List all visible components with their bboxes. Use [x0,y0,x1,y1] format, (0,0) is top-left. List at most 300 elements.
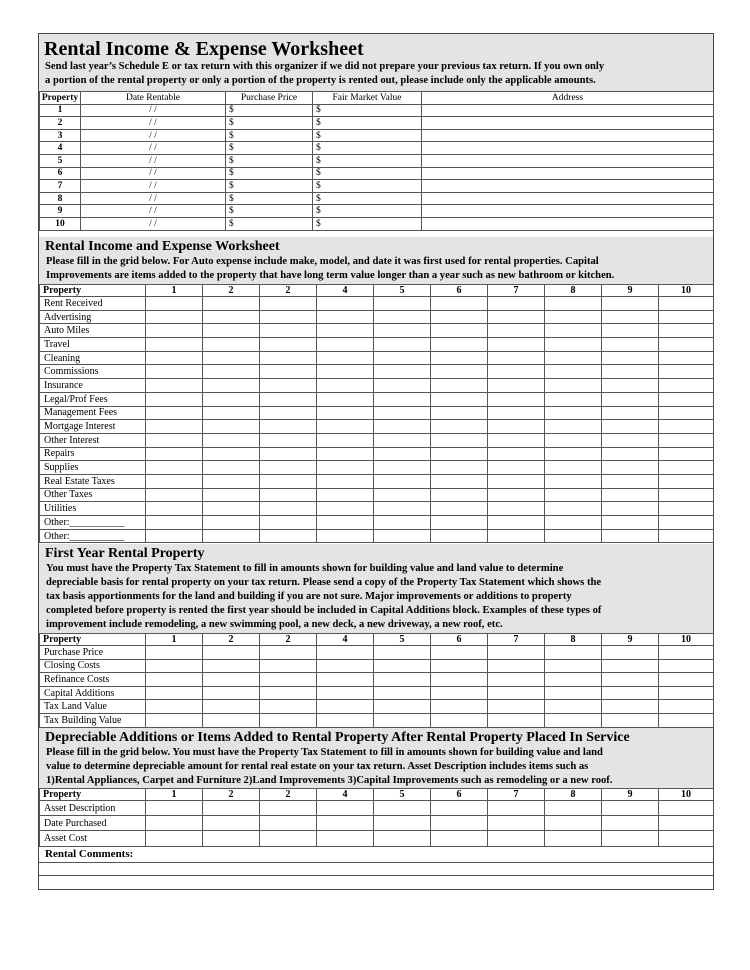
grid-cell[interactable] [374,379,431,393]
grid-cell[interactable] [545,659,602,673]
grid-cell[interactable] [602,529,659,543]
grid-cell[interactable] [146,324,203,338]
grid-cell[interactable] [659,516,714,530]
grid-cell[interactable] [545,700,602,714]
grid-cell[interactable] [545,673,602,687]
grid-cell[interactable] [431,713,488,727]
grid-cell[interactable] [602,365,659,379]
grid-cell[interactable] [146,420,203,434]
grid-cell[interactable] [203,713,260,727]
date-rentable-field[interactable]: / / [81,142,226,155]
purchase-price-field[interactable]: $ [226,180,313,193]
grid-cell[interactable] [659,392,714,406]
grid-cell[interactable] [488,310,545,324]
grid-cell[interactable] [545,392,602,406]
grid-cell[interactable] [431,801,488,816]
grid-cell[interactable] [602,673,659,687]
grid-cell[interactable] [146,392,203,406]
grid-cell[interactable] [260,801,317,816]
grid-cell[interactable] [203,816,260,831]
grid-cell[interactable] [602,433,659,447]
grid-cell[interactable] [317,659,374,673]
grid-cell[interactable] [431,297,488,311]
grid-cell[interactable] [317,816,374,831]
grid-cell[interactable] [431,831,488,846]
grid-cell[interactable] [374,351,431,365]
grid-cell[interactable] [659,324,714,338]
grid-cell[interactable] [659,502,714,516]
grid-cell[interactable] [545,365,602,379]
grid-cell[interactable] [488,365,545,379]
grid-cell[interactable] [545,831,602,846]
grid-cell[interactable] [431,659,488,673]
grid-cell[interactable] [203,831,260,846]
grid-cell[interactable] [374,646,431,660]
grid-cell[interactable] [146,502,203,516]
grid-cell[interactable] [317,392,374,406]
grid-cell[interactable] [317,673,374,687]
grid-cell[interactable] [260,392,317,406]
grid-cell[interactable] [659,529,714,543]
grid-cell[interactable] [659,365,714,379]
grid-cell[interactable] [374,338,431,352]
grid-cell[interactable] [545,433,602,447]
grid-cell[interactable] [659,659,714,673]
purchase-price-field[interactable]: $ [226,142,313,155]
grid-cell[interactable] [659,297,714,311]
grid-cell[interactable] [146,351,203,365]
grid-cell[interactable] [146,801,203,816]
grid-cell[interactable] [260,713,317,727]
grid-cell[interactable] [488,502,545,516]
grid-cell[interactable] [602,488,659,502]
grid-cell[interactable] [203,646,260,660]
address-field[interactable] [422,142,714,155]
grid-cell[interactable] [203,529,260,543]
grid-cell[interactable] [545,324,602,338]
grid-cell[interactable] [488,529,545,543]
grid-cell[interactable] [374,365,431,379]
grid-cell[interactable] [545,406,602,420]
grid-cell[interactable] [317,406,374,420]
grid-cell[interactable] [602,686,659,700]
grid-cell[interactable] [659,646,714,660]
grid-cell[interactable] [146,461,203,475]
grid-cell[interactable] [431,365,488,379]
address-field[interactable] [422,154,714,167]
grid-cell[interactable] [602,324,659,338]
grid-cell[interactable] [260,816,317,831]
grid-cell[interactable] [545,488,602,502]
grid-cell[interactable] [602,831,659,846]
grid-cell[interactable] [602,351,659,365]
grid-cell[interactable] [260,461,317,475]
grid-cell[interactable] [146,816,203,831]
grid-cell[interactable] [374,392,431,406]
grid-cell[interactable] [431,392,488,406]
address-field[interactable] [422,104,714,117]
grid-cell[interactable] [602,297,659,311]
grid-cell[interactable] [488,474,545,488]
grid-cell[interactable] [260,529,317,543]
address-field[interactable] [422,167,714,180]
grid-cell[interactable] [659,801,714,816]
grid-cell[interactable] [659,379,714,393]
grid-cell[interactable] [488,713,545,727]
purchase-price-field[interactable]: $ [226,129,313,142]
grid-cell[interactable] [146,433,203,447]
grid-cell[interactable] [317,646,374,660]
grid-cell[interactable] [374,659,431,673]
date-rentable-field[interactable]: / / [81,217,226,230]
grid-cell[interactable] [260,420,317,434]
grid-cell[interactable] [374,516,431,530]
grid-cell[interactable] [374,502,431,516]
grid-cell[interactable] [203,700,260,714]
grid-cell[interactable] [602,713,659,727]
date-rentable-field[interactable]: / / [81,154,226,167]
grid-cell[interactable] [374,686,431,700]
grid-cell[interactable] [203,488,260,502]
grid-cell[interactable] [602,700,659,714]
grid-cell[interactable] [374,816,431,831]
grid-cell[interactable] [602,816,659,831]
fair-market-value-field[interactable]: $ [313,154,422,167]
grid-cell[interactable] [659,406,714,420]
grid-cell[interactable] [602,801,659,816]
grid-cell[interactable] [545,646,602,660]
grid-cell[interactable] [317,516,374,530]
grid-cell[interactable] [203,461,260,475]
grid-cell[interactable] [431,379,488,393]
grid-cell[interactable] [374,324,431,338]
grid-cell[interactable] [203,297,260,311]
grid-cell[interactable] [545,516,602,530]
grid-cell[interactable] [488,447,545,461]
grid-cell[interactable] [260,700,317,714]
purchase-price-field[interactable]: $ [226,154,313,167]
grid-cell[interactable] [659,488,714,502]
grid-cell[interactable] [317,502,374,516]
grid-cell[interactable] [488,673,545,687]
grid-cell[interactable] [203,379,260,393]
grid-cell[interactable] [317,365,374,379]
fair-market-value-field[interactable]: $ [313,117,422,130]
grid-cell[interactable] [659,700,714,714]
grid-cell[interactable] [545,686,602,700]
grid-cell[interactable] [488,700,545,714]
comment-line[interactable] [39,862,713,863]
grid-cell[interactable] [545,310,602,324]
date-rentable-field[interactable]: / / [81,180,226,193]
grid-cell[interactable] [488,816,545,831]
grid-cell[interactable] [374,488,431,502]
grid-cell[interactable] [431,816,488,831]
grid-cell[interactable] [431,406,488,420]
grid-cell[interactable] [146,659,203,673]
grid-cell[interactable] [146,474,203,488]
address-field[interactable] [422,205,714,218]
grid-cell[interactable] [317,831,374,846]
fair-market-value-field[interactable]: $ [313,217,422,230]
fair-market-value-field[interactable]: $ [313,180,422,193]
grid-cell[interactable] [317,310,374,324]
grid-cell[interactable] [146,529,203,543]
grid-cell[interactable] [488,686,545,700]
purchase-price-field[interactable]: $ [226,117,313,130]
grid-cell[interactable] [431,516,488,530]
grid-cell[interactable] [659,420,714,434]
fair-market-value-field[interactable]: $ [313,167,422,180]
grid-cell[interactable] [260,516,317,530]
grid-cell[interactable] [374,529,431,543]
grid-cell[interactable] [488,297,545,311]
grid-cell[interactable] [431,488,488,502]
grid-cell[interactable] [602,659,659,673]
grid-cell[interactable] [317,461,374,475]
grid-cell[interactable] [602,379,659,393]
grid-cell[interactable] [602,310,659,324]
grid-cell[interactable] [146,831,203,846]
grid-cell[interactable] [146,297,203,311]
rental-comments[interactable] [39,847,713,889]
grid-cell[interactable] [260,433,317,447]
grid-cell[interactable] [659,673,714,687]
date-rentable-field[interactable]: / / [81,167,226,180]
grid-cell[interactable] [545,447,602,461]
grid-cell[interactable] [317,379,374,393]
grid-cell[interactable] [146,365,203,379]
grid-cell[interactable] [203,673,260,687]
grid-cell[interactable] [488,646,545,660]
grid-cell[interactable] [431,646,488,660]
grid-cell[interactable] [488,392,545,406]
grid-cell[interactable] [203,365,260,379]
grid-cell[interactable] [203,474,260,488]
grid-cell[interactable] [602,406,659,420]
grid-cell[interactable] [317,488,374,502]
grid-cell[interactable] [659,713,714,727]
purchase-price-field[interactable]: $ [226,104,313,117]
grid-cell[interactable] [260,365,317,379]
grid-cell[interactable] [146,516,203,530]
grid-cell[interactable] [545,379,602,393]
grid-cell[interactable] [545,502,602,516]
grid-cell[interactable] [203,392,260,406]
grid-cell[interactable] [374,700,431,714]
grid-cell[interactable] [317,801,374,816]
grid-cell[interactable] [374,461,431,475]
grid-cell[interactable] [146,673,203,687]
grid-cell[interactable] [659,338,714,352]
grid-cell[interactable] [545,713,602,727]
address-field[interactable] [422,117,714,130]
grid-cell[interactable] [203,351,260,365]
grid-cell[interactable] [431,310,488,324]
grid-cell[interactable] [602,646,659,660]
grid-cell[interactable] [431,338,488,352]
grid-cell[interactable] [260,351,317,365]
grid-cell[interactable] [146,700,203,714]
grid-cell[interactable] [146,338,203,352]
grid-cell[interactable] [488,488,545,502]
grid-cell[interactable] [317,324,374,338]
grid-cell[interactable] [203,686,260,700]
grid-cell[interactable] [260,659,317,673]
grid-cell[interactable] [545,420,602,434]
grid-cell[interactable] [659,447,714,461]
grid-cell[interactable] [260,831,317,846]
grid-cell[interactable] [488,338,545,352]
address-field[interactable] [422,192,714,205]
purchase-price-field[interactable]: $ [226,192,313,205]
grid-cell[interactable] [146,310,203,324]
grid-cell[interactable] [146,488,203,502]
grid-cell[interactable] [488,351,545,365]
grid-cell[interactable] [659,461,714,475]
grid-cell[interactable] [203,324,260,338]
grid-cell[interactable] [602,474,659,488]
grid-cell[interactable] [317,351,374,365]
grid-cell[interactable] [317,433,374,447]
grid-cell[interactable] [374,310,431,324]
grid-cell[interactable] [545,297,602,311]
grid-cell[interactable] [545,816,602,831]
grid-cell[interactable] [545,529,602,543]
grid-cell[interactable] [317,420,374,434]
fair-market-value-field[interactable]: $ [313,205,422,218]
grid-cell[interactable] [317,474,374,488]
date-rentable-field[interactable]: / / [81,104,226,117]
date-rentable-field[interactable]: / / [81,117,226,130]
grid-cell[interactable] [203,502,260,516]
grid-cell[interactable] [317,713,374,727]
grid-cell[interactable] [431,529,488,543]
grid-cell[interactable] [488,831,545,846]
date-rentable-field[interactable]: / / [81,129,226,142]
grid-cell[interactable] [488,379,545,393]
grid-cell[interactable] [317,700,374,714]
address-field[interactable] [422,129,714,142]
grid-cell[interactable] [146,447,203,461]
date-rentable-field[interactable]: / / [81,205,226,218]
grid-cell[interactable] [488,324,545,338]
grid-cell[interactable] [374,801,431,816]
grid-cell[interactable] [659,351,714,365]
grid-cell[interactable] [203,310,260,324]
grid-cell[interactable] [374,433,431,447]
fair-market-value-field[interactable]: $ [313,104,422,117]
grid-cell[interactable] [260,324,317,338]
grid-cell[interactable] [260,406,317,420]
grid-cell[interactable] [659,474,714,488]
grid-cell[interactable] [431,461,488,475]
purchase-price-field[interactable]: $ [226,217,313,230]
grid-cell[interactable] [659,310,714,324]
grid-cell[interactable] [659,433,714,447]
grid-cell[interactable] [545,801,602,816]
grid-cell[interactable] [602,447,659,461]
grid-cell[interactable] [431,474,488,488]
grid-cell[interactable] [317,686,374,700]
grid-cell[interactable] [488,801,545,816]
grid-cell[interactable] [431,433,488,447]
grid-cell[interactable] [260,646,317,660]
fair-market-value-field[interactable]: $ [313,142,422,155]
grid-cell[interactable] [488,433,545,447]
grid-cell[interactable] [374,420,431,434]
fair-market-value-field[interactable]: $ [313,129,422,142]
grid-cell[interactable] [260,488,317,502]
grid-cell[interactable] [602,392,659,406]
grid-cell[interactable] [260,297,317,311]
grid-cell[interactable] [374,713,431,727]
grid-cell[interactable] [602,502,659,516]
grid-cell[interactable] [374,831,431,846]
comment-line[interactable] [39,875,713,876]
grid-cell[interactable] [203,433,260,447]
grid-cell[interactable] [431,447,488,461]
grid-cell[interactable] [431,351,488,365]
grid-cell[interactable] [374,297,431,311]
grid-cell[interactable] [317,447,374,461]
grid-cell[interactable] [431,700,488,714]
grid-cell[interactable] [602,420,659,434]
grid-cell[interactable] [260,474,317,488]
grid-cell[interactable] [203,447,260,461]
grid-cell[interactable] [374,474,431,488]
purchase-price-field[interactable]: $ [226,167,313,180]
grid-cell[interactable] [488,516,545,530]
grid-cell[interactable] [431,686,488,700]
grid-cell[interactable] [317,338,374,352]
grid-cell[interactable] [659,686,714,700]
grid-cell[interactable] [374,406,431,420]
grid-cell[interactable] [146,646,203,660]
grid-cell[interactable] [260,686,317,700]
grid-cell[interactable] [431,502,488,516]
grid-cell[interactable] [545,351,602,365]
grid-cell[interactable] [431,324,488,338]
grid-cell[interactable] [488,420,545,434]
grid-cell[interactable] [602,461,659,475]
grid-cell[interactable] [602,516,659,530]
grid-cell[interactable] [431,420,488,434]
grid-cell[interactable] [260,673,317,687]
grid-cell[interactable] [431,673,488,687]
grid-cell[interactable] [203,659,260,673]
grid-cell[interactable] [146,379,203,393]
date-rentable-field[interactable]: / / [81,192,226,205]
grid-cell[interactable] [260,310,317,324]
grid-cell[interactable] [488,461,545,475]
grid-cell[interactable] [545,461,602,475]
grid-cell[interactable] [545,338,602,352]
grid-cell[interactable] [488,406,545,420]
address-field[interactable] [422,217,714,230]
grid-cell[interactable] [374,673,431,687]
purchase-price-field[interactable]: $ [226,205,313,218]
grid-cell[interactable] [146,686,203,700]
grid-cell[interactable] [260,447,317,461]
grid-cell[interactable] [146,406,203,420]
grid-cell[interactable] [203,420,260,434]
grid-cell[interactable] [146,713,203,727]
grid-cell[interactable] [374,447,431,461]
grid-cell[interactable] [260,502,317,516]
grid-cell[interactable] [317,297,374,311]
grid-cell[interactable] [659,831,714,846]
